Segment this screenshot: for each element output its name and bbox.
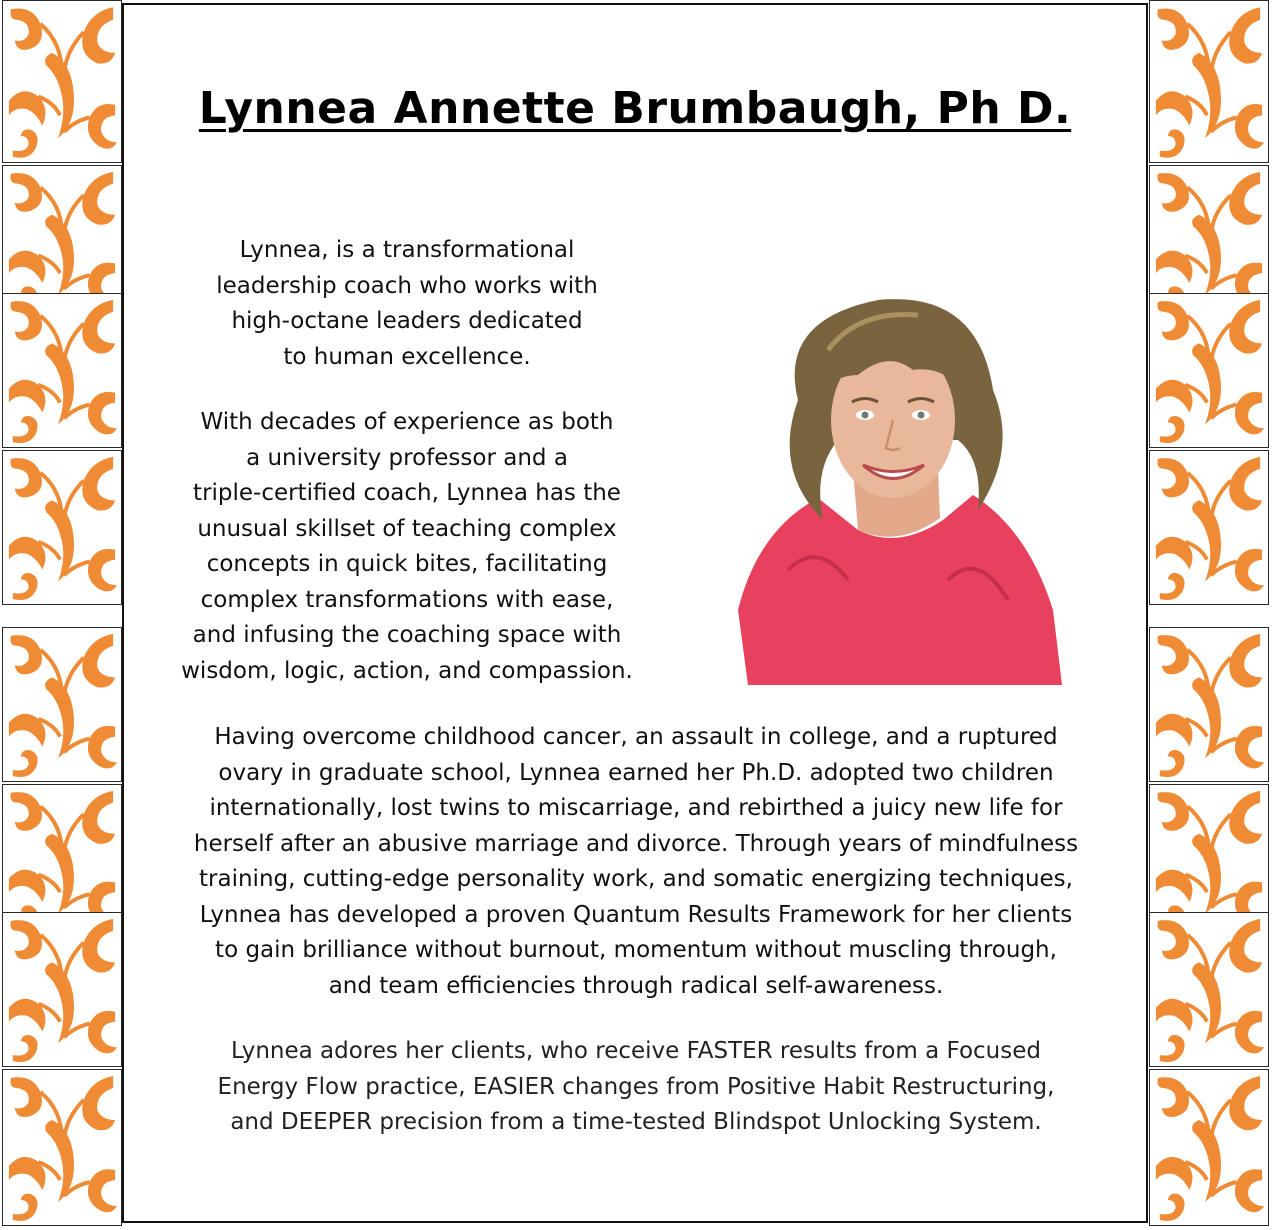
intro-line: to human excellence. (283, 343, 531, 370)
orange-scroll-tile-icon (2, 0, 122, 163)
bio-panel (122, 3, 1148, 1223)
intro-line: high-octane leaders dedicated (231, 308, 583, 334)
page-title (124, 83, 1146, 134)
story-line: Having overcome childhood cancer, an assault in college, and a ruptured (214, 724, 1058, 750)
story-line: internationally, lost twins to miscarriage, and rebirthed a juicy new life for (209, 795, 1063, 821)
orange-scroll-tile-icon (2, 627, 122, 782)
experience-paragraph (162, 405, 652, 689)
portrait-photo-icon (728, 280, 1062, 685)
clients-line: and DEEPER precision from a time-tested Blindspot Unlocking System. (230, 1109, 1042, 1135)
orange-scroll-tile-icon (1149, 0, 1269, 163)
experience-line: a university professor and a (246, 444, 568, 471)
orange-scroll-tile-icon (1149, 293, 1269, 448)
experience-line: complex transformations with ease, (200, 586, 614, 613)
intro-line: Lynnea, is a transformational (239, 237, 575, 263)
story-line: herself after an abusive marriage and divorce. Through years of mindfulness (193, 830, 1079, 857)
experience-line: triple-certified coach, Lynnea has the (193, 480, 621, 506)
experience-line: unusual skillset of teaching complex (197, 515, 617, 542)
orange-scroll-tile-icon (2, 912, 122, 1067)
orange-scroll-tile-icon (1149, 912, 1269, 1067)
experience-line: wisdom, logic, action, and compassion. (181, 657, 633, 684)
clients-line: Lynnea adores her clients, who receive FASTER results from a Focused (231, 1038, 1041, 1064)
experience-line: With decades of experience as both (200, 409, 614, 435)
orange-scroll-tile-icon (1149, 1069, 1269, 1226)
intro-line: leadership coach who works with (216, 272, 598, 299)
experience-line: and infusing the coaching space with (192, 622, 622, 648)
experience-line: concepts in quick bites, facilitating (206, 551, 608, 577)
story-paragraph (164, 720, 1108, 1004)
story-line: Lynnea has developed a proven Quantum Results Framework for her clients (199, 901, 1073, 928)
intro-paragraph (162, 233, 652, 375)
orange-scroll-tile-icon (2, 450, 122, 605)
orange-scroll-tile-icon (1149, 627, 1269, 782)
clients-line: Energy Flow practice, EASIER changes from Positive Habit Restructuring, (217, 1073, 1055, 1100)
portrait-photo (728, 280, 1062, 685)
orange-scroll-tile-icon (2, 293, 122, 448)
orange-scroll-tile-icon (1149, 450, 1269, 605)
story-line: to gain brilliance without burnout, momentum without muscling through, (215, 937, 1057, 963)
story-line: and team efficiencies through radical self-awareness. (328, 972, 944, 999)
right-ornament-border (1149, 0, 1271, 1230)
orange-scroll-tile-icon (2, 1069, 122, 1226)
story-line: training, cutting-edge personality work, and somatic energizing techniques, (199, 866, 1073, 892)
story-line: ovary in graduate school, Lynnea earned her Ph.D. adopted two children (218, 759, 1054, 786)
clients-paragraph (164, 1034, 1108, 1141)
left-ornament-border (2, 0, 124, 1230)
page-title-text: Lynnea Annette Brumbaugh, Ph D. (198, 83, 1072, 134)
